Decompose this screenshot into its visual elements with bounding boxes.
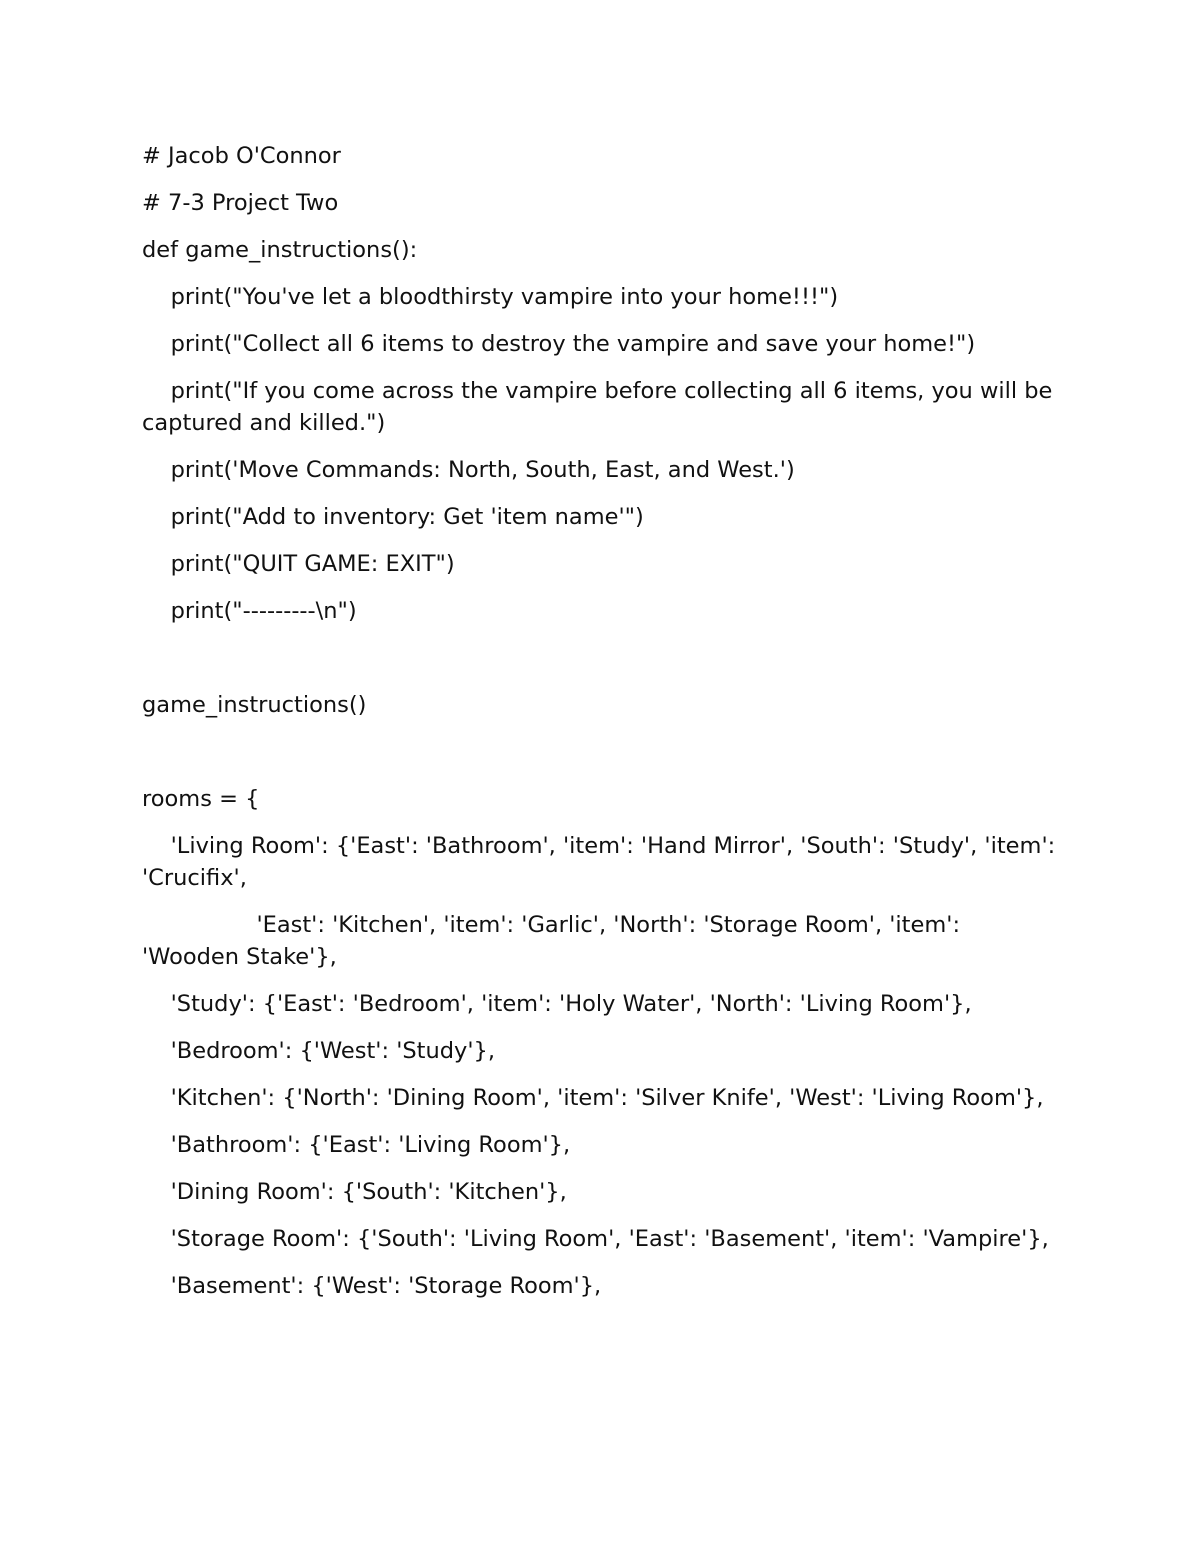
comment-author: # Jacob O'Connor (142, 143, 341, 169)
print-move-commands: print('Move Commands: North, South, East, and West.') (142, 457, 795, 483)
room-dining-room: 'Dining Room': {'South': 'Kitchen'}, (142, 1179, 567, 1205)
room-kitchen: 'Kitchen': {'North': 'Dining Room', 'item': 'Silver Knife', 'West': 'Living Room'}, (142, 1085, 1044, 1111)
print-goal: print("Collect all 6 items to destroy the vampire and save your home!") (142, 331, 976, 357)
rooms-declaration: rooms = { (142, 786, 260, 812)
print-divider: print("---------\n") (142, 598, 357, 624)
print-intro: print("You've let a bloodthirsty vampire into your home!!!") (142, 284, 839, 310)
room-storage-room: 'Storage Room': {'South': 'Living Room', 'East': 'Basement', 'item': 'Vampire'}, (142, 1226, 1049, 1252)
room-bedroom: 'Bedroom': {'West': 'Study'}, (142, 1038, 496, 1064)
room-bathroom: 'Bathroom': {'East': 'Living Room'}, (142, 1132, 571, 1158)
print-warning: print("If you come across the vampire before collecting all 6 items, you will be captured and killed.") (142, 378, 1060, 436)
print-quit: print("QUIT GAME: EXIT") (142, 551, 455, 577)
function-call: game_instructions() (142, 692, 367, 718)
room-living-room: 'Living Room': {'East': 'Bathroom', 'item': 'Hand Mirror', 'South': 'Study', 'item': 'Crucifix', (142, 833, 1063, 891)
function-definition: def game_instructions(): (142, 237, 418, 263)
room-study: 'Study': {'East': 'Bedroom', 'item': 'Holy Water', 'North': 'Living Room'}, (142, 991, 972, 1017)
print-inventory: print("Add to inventory: Get 'item name'") (142, 504, 644, 530)
room-basement: 'Basement': {'West': 'Storage Room'}, (142, 1273, 602, 1299)
comment-project: # 7-3 Project Two (142, 190, 339, 216)
room-living-room-continued: 'East': 'Kitchen', 'item': 'Garlic', 'North': 'Storage Room', 'item': 'Wooden Stake'}, (142, 912, 968, 970)
document-body (142, 140, 1062, 1302)
